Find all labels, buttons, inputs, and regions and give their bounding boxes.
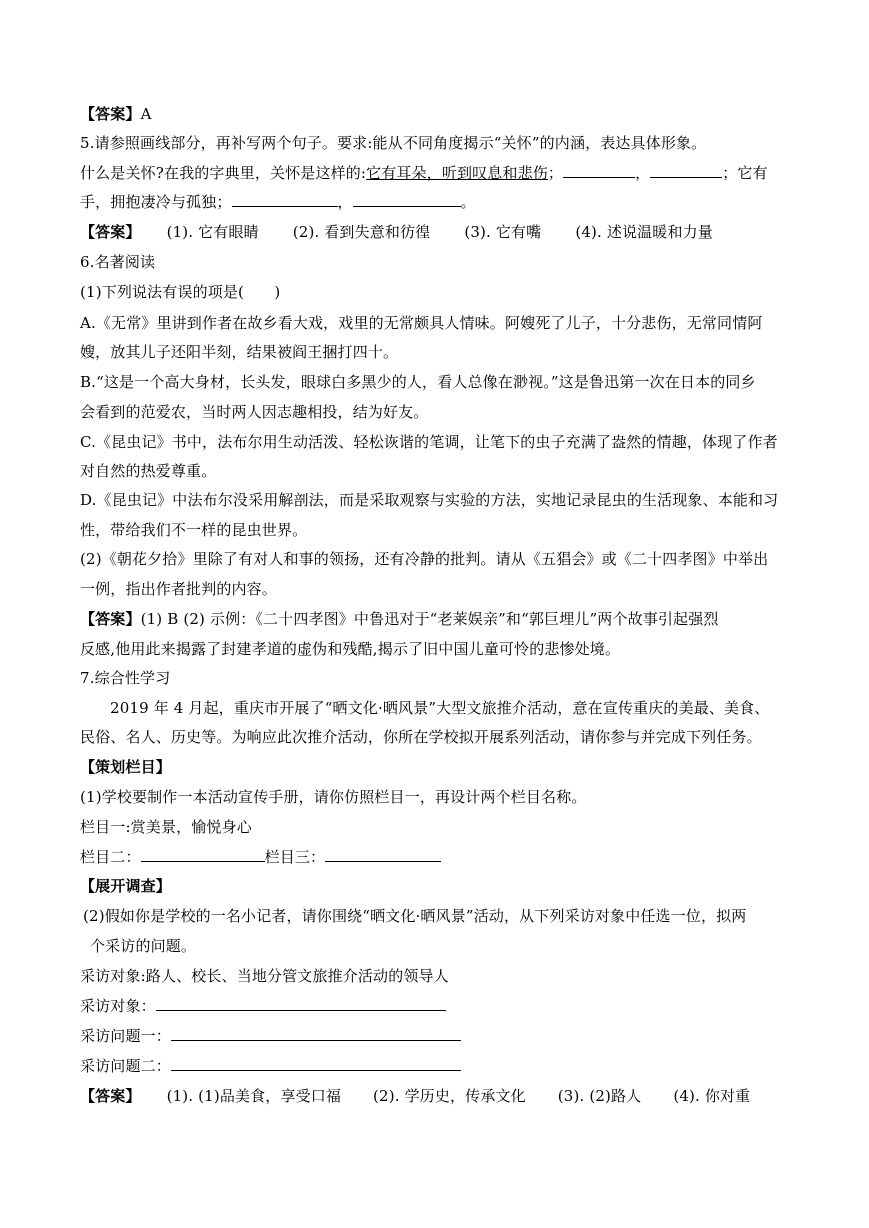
fill-blank[interactable]	[563, 163, 635, 178]
q7-sub2: (2)假如你是学校的一名小记者，请你围绕“晒文化·晒风景”活动，从下列采访对象中任选一位，拟两	[83, 907, 747, 925]
q5-text: 手，拥抱凄冷与孤独；	[80, 193, 232, 211]
q6-sub1: (1)下列说法有误的项是( )	[80, 283, 281, 301]
q7-columns-line	[80, 847, 441, 869]
answer-line-q4	[80, 104, 152, 126]
fill-blank[interactable]	[232, 192, 338, 207]
q6-title: 6.名著阅读	[80, 253, 156, 271]
question-two-blank[interactable]	[171, 1056, 461, 1071]
column-three-label: 栏目三：	[264, 848, 326, 866]
fill-blank[interactable]	[650, 163, 722, 178]
question-one-label: 采访问题一：	[80, 1027, 171, 1045]
q5-text: 什么是关怀?在我的字典里，关怀是这样的:	[80, 164, 367, 182]
q7-sub2-cont: 个采访的问题。	[90, 937, 197, 955]
answer-item: (3). 它有嘴	[464, 223, 542, 241]
q7-intro: 2019 年 4 月起，重庆市开展了“晒文化·晒风景”大型文旅推介活动，意在宣传重庆的美最、美食、	[110, 699, 770, 717]
answer-label: 【答案】	[80, 1087, 141, 1105]
q6-option-a-cont: 嫂，放其儿子还阳半刻，结果被阎王捆打四十。	[80, 343, 399, 361]
answer-label: 【答案】	[80, 105, 141, 123]
answer-item: (3). (2)路人	[557, 1087, 642, 1105]
column-three-blank[interactable]	[325, 847, 441, 862]
q5-text: ；它有	[722, 164, 768, 182]
q5-text: ，	[635, 164, 651, 182]
answer-item: (1). (1)品美食，享受口福	[166, 1087, 342, 1105]
answer-item: (1). 它有眼睛	[166, 223, 259, 241]
q5-line-3	[80, 192, 476, 214]
q6-option-a: A.《无常》里讲到作者在故乡看大戏，戏里的无常颇具人情味。阿嫂死了儿子，十分悲伤，无常同情阿	[80, 314, 763, 332]
q7-target-line	[80, 996, 446, 1018]
q6-option-c-cont: 对自然的热爱尊重。	[80, 462, 217, 480]
q5-line-2	[80, 163, 768, 185]
q7-question-one-line	[80, 1026, 461, 1048]
answer-label: 【答案】	[80, 610, 141, 628]
q7-title: 7.综合性学习	[80, 669, 171, 687]
answer-item: (2). 看到失意和彷徨	[292, 223, 431, 241]
q6-option-c: C.《昆虫记》书中，法布尔用生动活泼、轻松诙谐的笔调，让笔下的虫子充满了盎然的情趣，体现了作者	[80, 433, 778, 451]
answer-value: A	[140, 105, 152, 123]
q5-prompt: 5.请参照画线部分，再补写两个句子。要求:能从不同角度揭示“关怀”的内涵，表达具体形象。	[80, 134, 707, 152]
q6-option-d-cont: 性，带给我们不一样的昆虫世界。	[80, 521, 308, 539]
fill-blank[interactable]	[353, 192, 461, 207]
q6-answer-cont: 反感,他用此来揭露了封建孝道的虚伪和残酷,揭示了旧中国儿童可怜的悲惨处境。	[80, 640, 621, 658]
q5-text: ，	[337, 193, 353, 211]
q5-underlined-example: 它有耳朵，听到叹息和悲伤	[366, 164, 548, 182]
target-blank[interactable]	[156, 996, 446, 1011]
q6-sub2-cont: 一例，指出作者批判的内容。	[80, 580, 277, 598]
answer-text: (1) B (2) 示例：《二十四孝图》中鲁迅对于“老莱娱亲”和“郭巨埋儿”两个故事引起强烈	[140, 610, 719, 628]
answer-label: 【答案】	[80, 223, 141, 241]
question-one-blank[interactable]	[171, 1026, 461, 1041]
answer-item: (4). 你对重	[673, 1087, 751, 1105]
answer-item: (4). 述说温暖和力量	[575, 223, 713, 241]
q5-answer-line	[80, 222, 713, 244]
q7-intro-cont: 民俗、名人、历史等。为响应此次推介活动，你所在学校拟开展系列活动，请你参与并完成下列任务。	[80, 728, 762, 746]
column-two-blank[interactable]	[141, 847, 265, 862]
q5-text: ；	[547, 164, 564, 182]
answer-item: (2). 学历史，传承文化	[373, 1087, 526, 1105]
q7-targets: 采访对象:路人、校长、当地分管文旅推介活动的领导人	[80, 967, 449, 985]
q7-sub1: (1)学校要制作一本活动宣传手册，请你仿照栏目一，再设计两个栏目名称。	[80, 788, 587, 806]
q6-option-b-cont: 会看到的范爱农，当时两人因志趣相投，结为好友。	[80, 403, 429, 421]
q7-section-plan: 【策划栏目】	[80, 758, 171, 776]
column-two-label: 栏目二：	[80, 848, 141, 866]
q7-column-one: 栏目一:赏美景，愉悦身心	[80, 818, 252, 836]
q7-section-survey: 【展开调查】	[80, 877, 171, 895]
q5-text: 。	[460, 193, 476, 211]
q6-option-d: D.《昆虫记》中法布尔没采用解剖法，而是采取观察与实验的方法，实地记录昆虫的生活现象、本能和习	[80, 491, 779, 509]
q6-sub2: (2)《朝花夕拾》里除了有对人和事的领扬，还有冷静的批判。请从《五猖会》或《二十四孝图》中举出	[80, 550, 769, 568]
q6-option-b: B.“这是一个高大身材，长头发，眼球白多黑少的人，看人总像在渺视。”这是鲁迅第一次在日本的同乡	[80, 373, 756, 391]
q7-answer-line	[80, 1086, 750, 1108]
q7-question-two-line	[80, 1056, 461, 1078]
q6-answer-line	[80, 609, 719, 631]
question-two-label: 采访问题二：	[80, 1057, 171, 1075]
target-label: 采访对象：	[80, 997, 156, 1015]
